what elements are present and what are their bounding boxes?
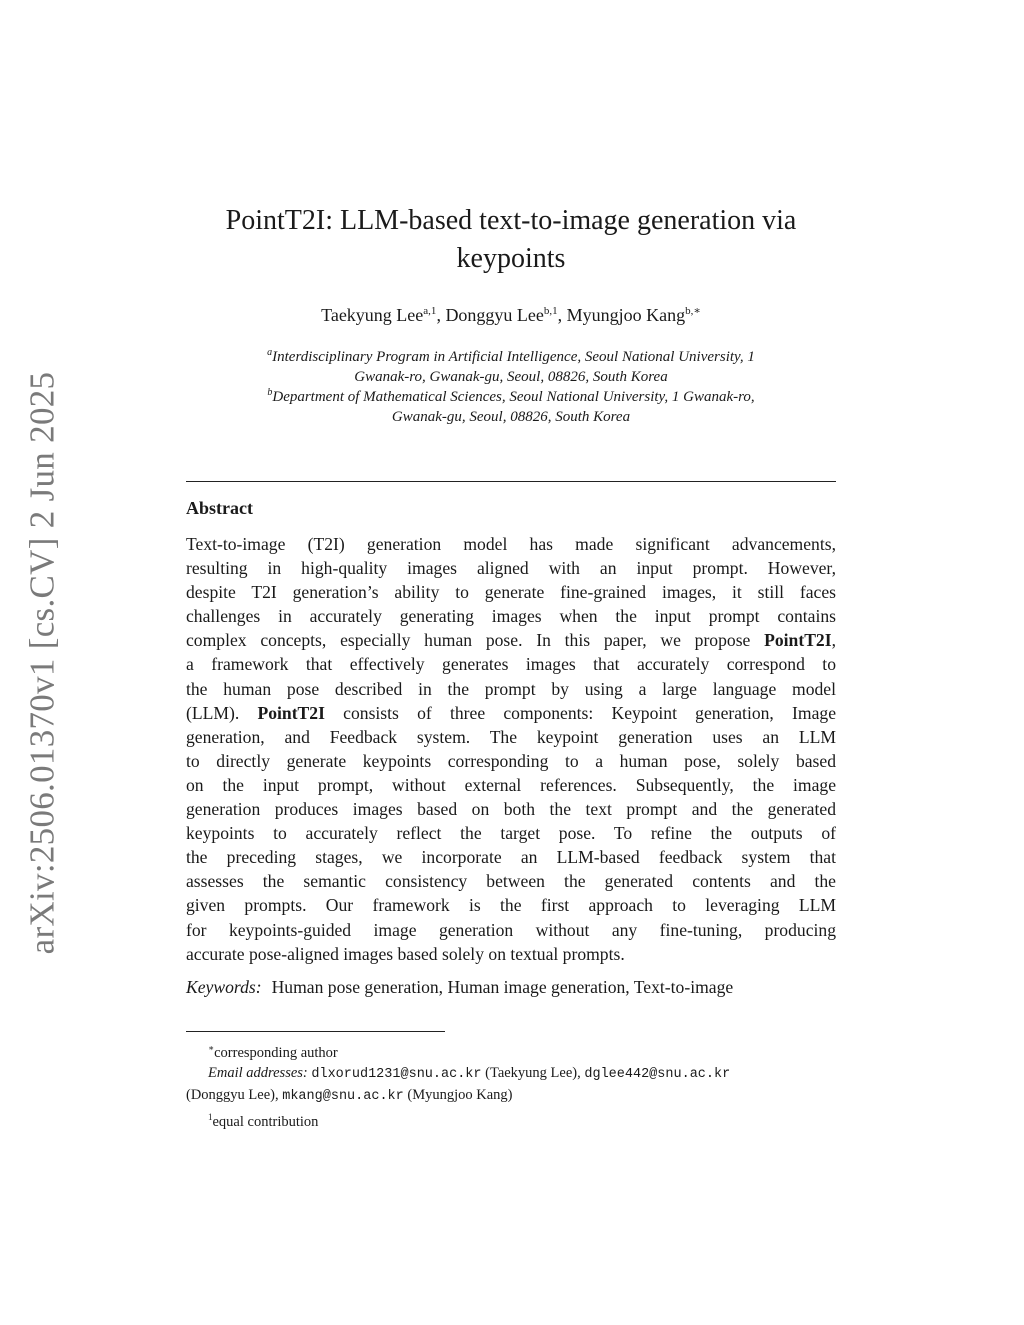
arxiv-id-text: arXiv:2506.01370v1 [cs.CV] 2 Jun 2025 [22,371,62,955]
author-name: Taekyung Lee [321,305,424,325]
abstract-line: for keypoints-guided image generation without any fine-tuning, producing [186,919,836,940]
footnotes [186,1038,836,1132]
affiliation-b [186,383,836,427]
author-affiliation-mark: b,1 [543,305,558,317]
author-name: Myungjoo Kang [566,305,686,325]
abstract-line: complex concepts, especially human pose. In this paper, we propose PointT2I, [186,630,836,651]
email-label: Email addresses: [208,1064,308,1081]
author-name: Donggyu Lee [445,305,544,325]
method-name: PointT2I [764,630,832,651]
abstract-line: assesses the semantic consistency between the generated contents and the [186,871,836,892]
keywords [186,977,836,998]
abstract-heading: Abstract [186,498,253,518]
title-line-1: PointT2I: LLM-based text-to-image generation via [225,205,797,236]
method-name: PointT2I [257,702,325,723]
footnote-rule [186,1031,445,1032]
abstract-line: to directly generate keypoints corresponding to a human pose, solely based [186,750,836,771]
affiliation-line: Interdisciplinary Program in Artificial Intelligence, Seoul National University, 1 [272,349,755,365]
email-link[interactable]: dlxorud1231@snu.ac.kr [311,1066,482,1082]
keywords-text: Human pose generation, Human image generation, Text-to-image [271,977,734,997]
email-link[interactable]: dglee442@snu.ac.kr [584,1066,731,1082]
abstract-body [186,532,836,966]
abstract-line: (LLM). PointT2I consists of three components: Keypoint generation, Image [186,702,837,723]
abstract-line: generation, and Feedback system. The keypoint generation uses an LLM [186,726,836,747]
affiliation-mark: b [267,387,273,398]
abstract-line: on the input prompt, without external references. Subsequently, the image [186,774,836,795]
footnote-equal-contribution: $^1$equal contribution [208,1111,319,1130]
abstract-line: generation produces images based on both the text prompt and the generated [186,799,836,820]
footnote-emails-cont: (Donggyu Lee), mkang@snu.ac.kr (Myungjoo Kang) [186,1086,513,1104]
email-link[interactable]: mkang@snu.ac.kr [282,1088,404,1104]
abstract-top-rule [186,481,836,482]
title-line-2: keypoints [456,243,566,274]
affiliation-a [186,343,836,387]
affiliation-line: Gwanak-gu, Seoul, 08826, South Korea [391,409,631,425]
abstract-line: challenges in accurately generating images when the input prompt contains [186,606,836,627]
footnote-emails: Email addresses: dlxorud1231@snu.ac.kr (Taekyung Lee), dglee442@snu.ac.kr [208,1064,731,1082]
footnote-corresponding: ∗corresponding author [208,1043,338,1061]
abstract-line: despite T2I generation’s ability to generate fine-grained images, it still faces [186,582,836,603]
abstract-line: accurate pose-aligned images based solely on textual prompts. [186,943,625,964]
abstract-line: keypoints to accurately reflect the target pose. To refine the outputs of [186,823,836,844]
author-affiliation-mark: b,∗ [685,305,701,317]
abstract-line: the human pose described in the prompt by using a large language model [186,678,836,699]
paper-title [186,202,836,278]
abstract-line: given prompts. Our framework is the first approach to leveraging LLM [186,895,836,916]
abstract-line: the preceding stages, we incorporate an LLM-based feedback system that [186,847,836,868]
keywords-label: Keywords: [186,977,262,997]
abstract-line: a framework that effectively generates images that accurately correspond to [186,654,836,675]
author-list: Taekyung Lee$^{a,1}$, Donggyu Lee$^{b,1}$, Myungjoo Kang$^{b,∗}$ [321,305,701,325]
affiliation-mark: a [267,347,273,358]
abstract-line: resulting in high-quality images aligned with an input prompt. However, [186,558,836,579]
abstract-line: Text-to-image (T2I) generation model has made significant advancements, [186,534,836,554]
arxiv-sidebar-identifier [12,371,72,955]
author-affiliation-mark: a,1 [423,305,437,317]
affiliation-line: Department of Mathematical Sciences, Seoul National University, 1 Gwanak-ro, [272,389,755,405]
affiliation-line: Gwanak-ro, Gwanak-gu, Seoul, 08826, South Korea [354,369,668,385]
